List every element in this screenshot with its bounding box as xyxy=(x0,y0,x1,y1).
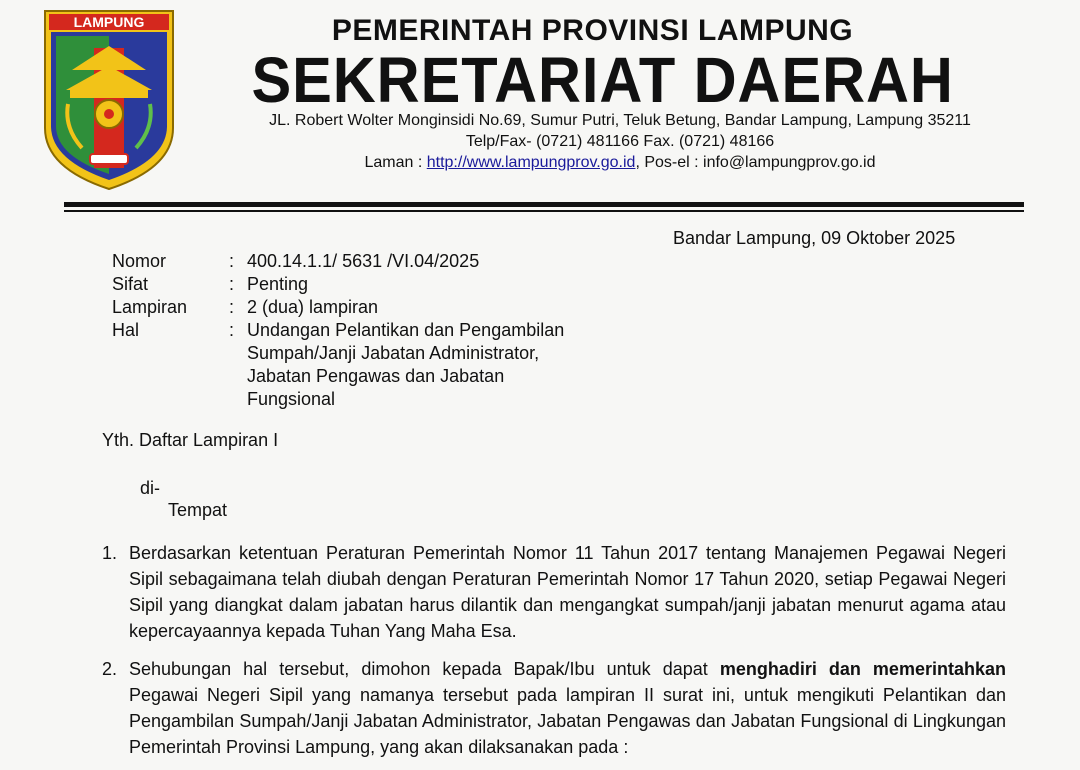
header-address-block xyxy=(0,110,1080,173)
meta-key: Lampiran xyxy=(112,297,188,317)
paragraph-text xyxy=(129,656,1006,760)
header-phone: Telp/Fax- (0721) 481166 Fax. (0721) 48166 xyxy=(465,133,775,150)
meta-row-nomor xyxy=(112,250,607,273)
header-rule-thin xyxy=(64,210,1024,212)
web-label: Laman : xyxy=(364,154,427,171)
meta-colon: : xyxy=(229,320,235,340)
meta-key: Nomor xyxy=(112,251,167,271)
meta-key: Sifat xyxy=(112,274,149,294)
meta-colon: : xyxy=(229,251,235,271)
header-rule-thick xyxy=(64,202,1024,207)
header-office-title: SEKRETARIAT DAERAH xyxy=(251,44,954,116)
paragraph-number: 1. xyxy=(102,543,118,563)
meta-value: Penting xyxy=(247,274,309,294)
email-text: , Pos-el : info@lampungprov.go.id xyxy=(635,154,876,171)
recipient-di: di- xyxy=(140,478,161,498)
logo-text: LAMPUNG xyxy=(73,14,145,30)
recipient-place: Tempat xyxy=(168,500,228,520)
meta-value: 400.14.1.1/ 5631 /VI.04/2025 xyxy=(247,251,480,271)
paragraph-number: 2. xyxy=(102,659,118,679)
letter-meta xyxy=(112,250,607,411)
meta-colon: : xyxy=(229,297,235,317)
paragraph-text-post: Pegawai Negeri Sipil yang namanya tersebut pada lampiran II surat ini, untuk mengikuti Pelantikan dan Pengambilan Sumpah/Janji Jabatan Administrator, Jabatan Pengawas dan Jabatan Fungsional di Lingkungan Pemerintah Provinsi Lampung, yang akan dilaksanakan pada : xyxy=(129,685,1006,757)
meta-colon: : xyxy=(229,274,235,294)
recipient: Yth. Daftar Lampiran I xyxy=(102,430,279,450)
header-web-line xyxy=(160,152,1080,173)
meta-key: Hal xyxy=(112,320,140,340)
header-government-title: PEMERINTAH PROVINSI LAMPUNG xyxy=(331,14,854,47)
paragraph-text-bold: menghadiri dan memerintahkan xyxy=(719,659,1006,679)
meta-row-lampiran xyxy=(112,296,607,319)
meta-value: 2 (dua) lampiran xyxy=(247,297,379,317)
meta-row-hal xyxy=(112,319,607,411)
paragraph-text: Berdasarkan ketentuan Peraturan Pemerintah Nomor 11 Tahun 2017 tentang Manajemen Pegawai Negeri Sipil sebagaimana telah diubah dengan Peraturan Pemerintah Nomor 17 Tahun 2020, setiap Pegawai Negeri Sipil yang diangkat dalam jabatan harus dilantik dan mengangkat sumpah/janji jabatan menurut agama atau kepercayaannya kepada Tuhan Yang Maha Esa. xyxy=(129,543,1006,641)
meta-row-sifat xyxy=(112,273,607,296)
paragraph-2 xyxy=(102,656,1006,760)
paragraph-text-pre: Sehubungan hal tersebut, dimohon kepada Bapak/Ibu untuk dapat xyxy=(129,659,720,679)
paragraph-1 xyxy=(102,540,1006,644)
meta-value: Undangan Pelantikan dan Pengambilan Sumpah/Janji Jabatan Administrator, Jabatan Pengawas dan Jabatan Fungsional xyxy=(247,320,565,409)
letter-date: Bandar Lampung, 09 Oktober 2025 xyxy=(673,228,956,248)
header-address: JL. Robert Wolter Monginsidi No.69, Sumur Putri, Teluk Betung, Bandar Lampung, Lampung 35211 xyxy=(269,112,971,129)
website-link[interactable]: http://www.lampungprov.go.id xyxy=(426,154,636,171)
